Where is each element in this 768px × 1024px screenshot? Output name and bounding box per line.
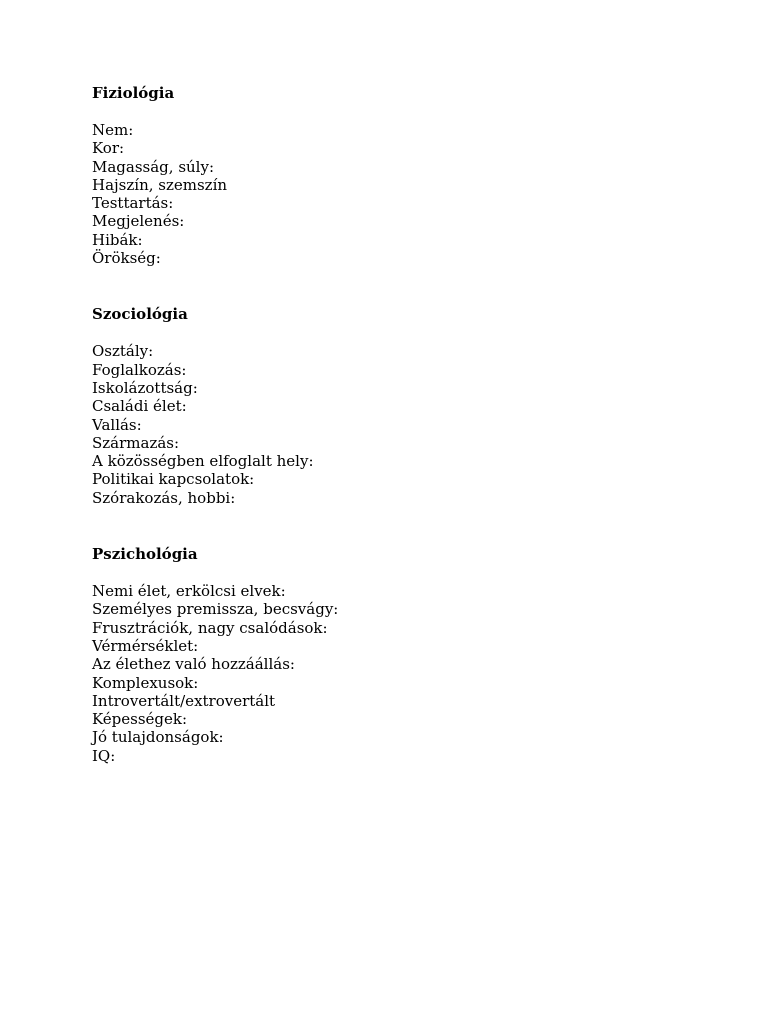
field-label: Az élethez való hozzáállás: — [92, 655, 295, 674]
document-page — [92, 84, 732, 765]
field-list — [92, 582, 732, 765]
field-label: Iskolázottság: — [92, 378, 198, 397]
field-label: Hajszín, szemszín — [92, 175, 228, 194]
field-label: Megjelenés: — [92, 212, 185, 231]
field-label: Politikai kapcsolatok: — [92, 470, 255, 489]
field-label: Komplexusok: — [92, 673, 199, 692]
field-label: A közösségben elfoglalt hely: — [92, 452, 314, 471]
field-label: Foglalkozás: — [92, 360, 187, 379]
field-label: Vérmérséklet: — [92, 636, 199, 655]
field-label: Jó tulajdonságok: — [92, 728, 224, 747]
field-label: Testtartás: — [92, 194, 174, 213]
field-label: Hibák: — [92, 230, 143, 249]
field-label: Örökség: — [92, 249, 161, 268]
field-label: Osztály: — [92, 342, 154, 361]
field-label: Kor: — [92, 139, 125, 158]
field-label: Származás: — [92, 433, 180, 452]
field-label: Személyes premissza, becsvágy: — [92, 600, 339, 619]
field-label: IQ: — [92, 746, 116, 765]
field-label: Képességek: — [92, 710, 188, 729]
field-label: Magasság, súly: — [92, 157, 215, 176]
field-label: Nemi élet, erkölcsi elvek: — [92, 582, 286, 601]
field-label: Nem: — [92, 121, 134, 139]
section-pszichologia — [92, 545, 732, 765]
section-title: Pszichológia — [92, 545, 198, 564]
section-fiziologia — [92, 84, 732, 267]
section-title: Fiziológia — [92, 84, 175, 102]
field-label: Vallás: — [92, 415, 142, 434]
field-list — [92, 121, 732, 267]
field-list — [92, 342, 732, 507]
field-label: Családi élet: — [92, 397, 187, 416]
field-label: Frusztrációk, nagy csalódások: — [92, 618, 328, 637]
field-label: Introvertált/extrovertált — [92, 691, 276, 710]
section-szociologia — [92, 305, 732, 507]
field-label: Szórakozás, hobbi: — [92, 488, 236, 507]
section-title: Szociológia — [92, 305, 188, 324]
